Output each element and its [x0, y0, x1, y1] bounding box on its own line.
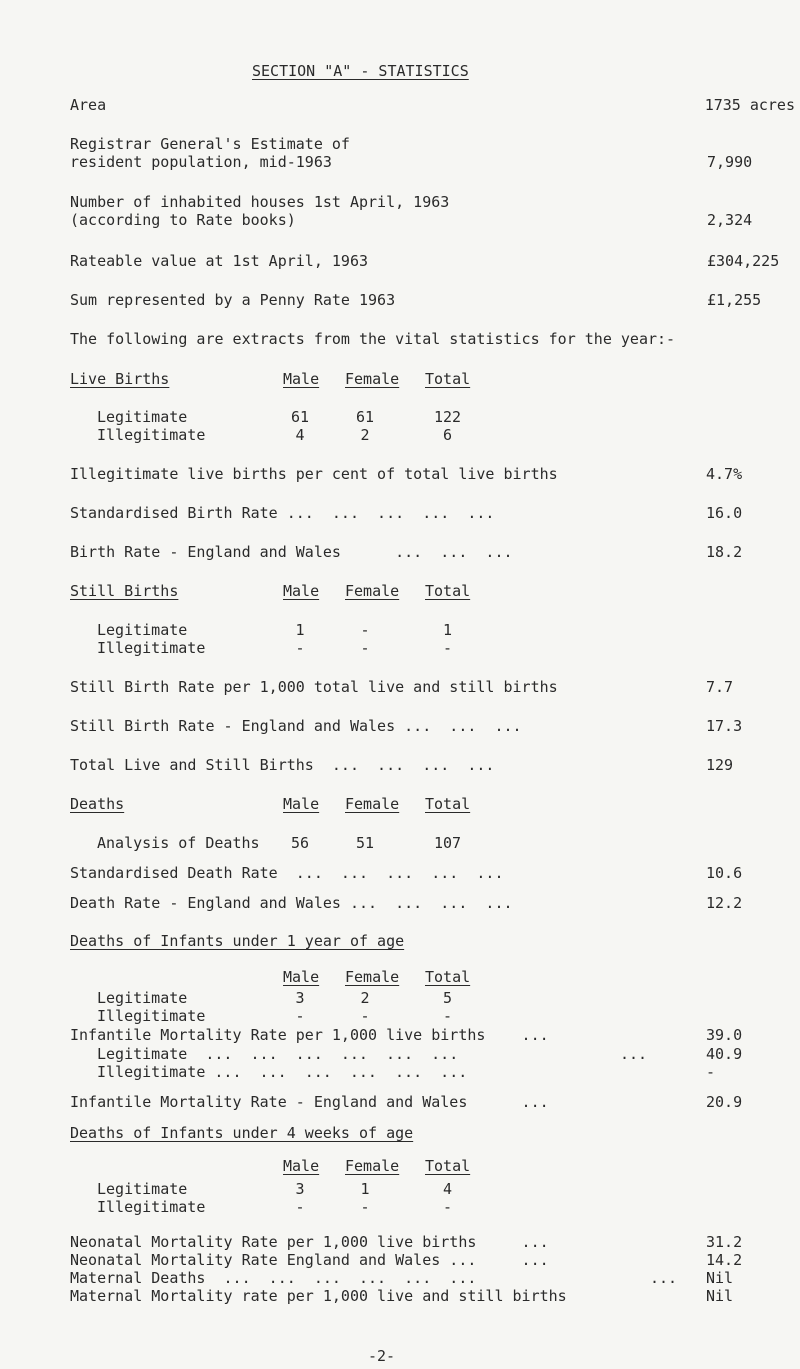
england-death-rate-value: 12.2 — [706, 894, 743, 912]
houses-label-2: (according to Rate books) — [70, 211, 296, 229]
deaths-analysis-female: 51 — [355, 834, 375, 852]
infant-deaths-legit-label: Legitimate — [97, 989, 188, 1007]
still-births-heading: Still Births — [70, 582, 179, 600]
neonatal-deaths-heading: Deaths of Infants under 4 weeks of age — [70, 1124, 414, 1142]
std-death-rate-label: Standardised Death Rate ... ... ... ... ... — [70, 864, 504, 882]
england-infant-rate-value: 20.9 — [706, 1093, 743, 1111]
houses-value: 2,324 — [707, 211, 753, 229]
england-birth-rate-label: Birth Rate - England and Wales ... ... ... — [70, 543, 513, 561]
still-births-illegit-total: - — [442, 639, 453, 657]
still-births-legit-male: 1 — [295, 621, 305, 639]
still-births-col-total: Total — [425, 582, 471, 600]
england-still-birth-rate-value: 17.3 — [706, 717, 743, 735]
infant-deaths-illegit-male: - — [295, 1007, 305, 1025]
still-births-col-male: Male — [283, 582, 320, 600]
live-births-legit-male: 61 — [290, 408, 310, 426]
england-death-rate-label: Death Rate - England and Wales ... ... ... ... — [70, 894, 513, 912]
deaths-col-total: Total — [425, 795, 471, 813]
std-birth-rate-value: 16.0 — [706, 504, 743, 522]
infant-deaths-illegit-total: - — [442, 1007, 453, 1025]
neonatal-deaths-col-female: Female — [345, 1157, 400, 1175]
england-birth-rate-value: 18.2 — [706, 543, 743, 561]
population-label-1: Registrar General's Estimate of — [70, 135, 350, 153]
live-births-legit-total: 122 — [433, 408, 462, 426]
live-births-col-total: Total — [425, 370, 471, 388]
area-label: Area — [70, 96, 107, 114]
deaths-analysis-total: 107 — [433, 834, 462, 852]
infant-illegit-rate-value: - — [706, 1063, 716, 1081]
still-births-col-female: Female — [345, 582, 400, 600]
deaths-col-female: Female — [345, 795, 400, 813]
deaths-analysis-male: 56 — [290, 834, 310, 852]
penny-rate-value: £1,255 — [707, 291, 762, 309]
maternal-mortality-value: Nil — [706, 1287, 734, 1305]
population-value: 7,990 — [707, 153, 753, 171]
neonatal-deaths-legit-male: 3 — [295, 1180, 305, 1198]
still-birth-rate-label: Still Birth Rate per 1,000 total live and still births — [70, 678, 558, 696]
still-births-illegit-male: - — [295, 639, 305, 657]
live-births-heading: Live Births — [70, 370, 170, 388]
page-number: -2- — [368, 1347, 396, 1365]
neonatal-deaths-col-male: Male — [283, 1157, 320, 1175]
total-live-still-label: Total Live and Still Births ... ... ... ... — [70, 756, 495, 774]
maternal-deaths-value: Nil — [706, 1269, 734, 1287]
infant-deaths-col-male: Male — [283, 968, 320, 986]
live-births-col-male: Male — [283, 370, 320, 388]
infant-deaths-illegit-female: - — [360, 1007, 370, 1025]
neonatal-deaths-legit-female: 1 — [360, 1180, 370, 1198]
infant-legit-rate-value: 40.9 — [706, 1045, 743, 1063]
section-title: SECTION "A" - STATISTICS — [252, 62, 469, 80]
maternal-deaths-dots: ... — [650, 1269, 678, 1287]
infant-deaths-col-total: Total — [425, 968, 471, 986]
infant-mortality-rate-label: Infantile Mortality Rate per 1,000 live births ... — [70, 1026, 549, 1044]
penny-rate-label: Sum represented by a Penny Rate 1963 — [70, 291, 396, 309]
deaths-analysis-label: Analysis of Deaths — [97, 834, 260, 852]
still-births-illegit-female: - — [360, 639, 370, 657]
std-death-rate-value: 10.6 — [706, 864, 743, 882]
neonatal-deaths-legit-label: Legitimate — [97, 1180, 188, 1198]
infant-legit-rate-label: Legitimate ... ... ... ... ... ... — [97, 1045, 459, 1063]
live-births-legit-label: Legitimate — [97, 408, 188, 426]
infant-deaths-legit-total: 5 — [442, 989, 453, 1007]
rateable-label: Rateable value at 1st April, 1963 — [70, 252, 369, 270]
neonatal-deaths-col-total: Total — [425, 1157, 471, 1175]
live-births-illegit-total: 6 — [442, 426, 453, 444]
still-births-legit-total: 1 — [442, 621, 453, 639]
neonatal-rate-value: 31.2 — [706, 1233, 743, 1251]
neonatal-deaths-illegit-male: - — [295, 1198, 305, 1216]
england-still-birth-rate-label: Still Birth Rate - England and Wales ... ... ... — [70, 717, 522, 735]
infant-deaths-illegit-label: Illegitimate — [97, 1007, 206, 1025]
neonatal-deaths-illegit-label: Illegitimate — [97, 1198, 206, 1216]
neonatal-deaths-legit-total: 4 — [442, 1180, 453, 1198]
rateable-value: £304,225 — [707, 252, 780, 270]
live-births-legit-female: 61 — [355, 408, 375, 426]
neonatal-rate-label: Neonatal Mortality Rate per 1,000 live births ... — [70, 1233, 549, 1251]
houses-label-1: Number of inhabited houses 1st April, 1963 — [70, 193, 450, 211]
neonatal-england-rate-label: Neonatal Mortality Rate England and Wales ... ... — [70, 1251, 549, 1269]
still-births-legit-label: Legitimate — [97, 621, 188, 639]
live-births-illegit-male: 4 — [295, 426, 305, 444]
area-value: 1735 acres — [704, 96, 795, 114]
population-label-2: resident population, mid-1963 — [70, 153, 332, 171]
live-births-illegit-female: 2 — [360, 426, 370, 444]
still-births-legit-female: - — [360, 621, 370, 639]
illegit-pct-label: Illegitimate live births per cent of total live births — [70, 465, 558, 483]
infant-mortality-rate-value: 39.0 — [706, 1026, 743, 1044]
deaths-heading: Deaths — [70, 795, 125, 813]
still-births-illegit-label: Illegitimate — [97, 639, 206, 657]
infant-deaths-legit-female: 2 — [360, 989, 370, 1007]
live-births-illegit-label: Illegitimate — [97, 426, 206, 444]
maternal-mortality-label: Maternal Mortality rate per 1,000 live and still births — [70, 1287, 567, 1305]
deaths-col-male: Male — [283, 795, 320, 813]
illegit-pct-value: 4.7% — [706, 465, 743, 483]
neonatal-deaths-illegit-female: - — [360, 1198, 370, 1216]
infant-illegit-rate-label: Illegitimate ... ... ... ... ... ... — [97, 1063, 468, 1081]
neonatal-deaths-illegit-total: - — [442, 1198, 453, 1216]
infant-legit-rate-dots: ... — [620, 1045, 648, 1063]
total-live-still-value: 129 — [706, 756, 734, 774]
infant-deaths-col-female: Female — [345, 968, 400, 986]
still-birth-rate-value: 7.7 — [706, 678, 734, 696]
maternal-deaths-label: Maternal Deaths ... ... ... ... ... ... — [70, 1269, 477, 1287]
neonatal-england-rate-value: 14.2 — [706, 1251, 743, 1269]
infant-deaths-legit-male: 3 — [295, 989, 305, 1007]
england-infant-rate-label: Infantile Mortality Rate - England and Wales ... — [70, 1093, 549, 1111]
intro-text: The following are extracts from the vital statistics for the year:- — [70, 330, 676, 348]
infant-deaths-heading: Deaths of Infants under 1 year of age — [70, 932, 405, 950]
live-births-col-female: Female — [345, 370, 400, 388]
std-birth-rate-label: Standardised Birth Rate ... ... ... ... ... — [70, 504, 495, 522]
